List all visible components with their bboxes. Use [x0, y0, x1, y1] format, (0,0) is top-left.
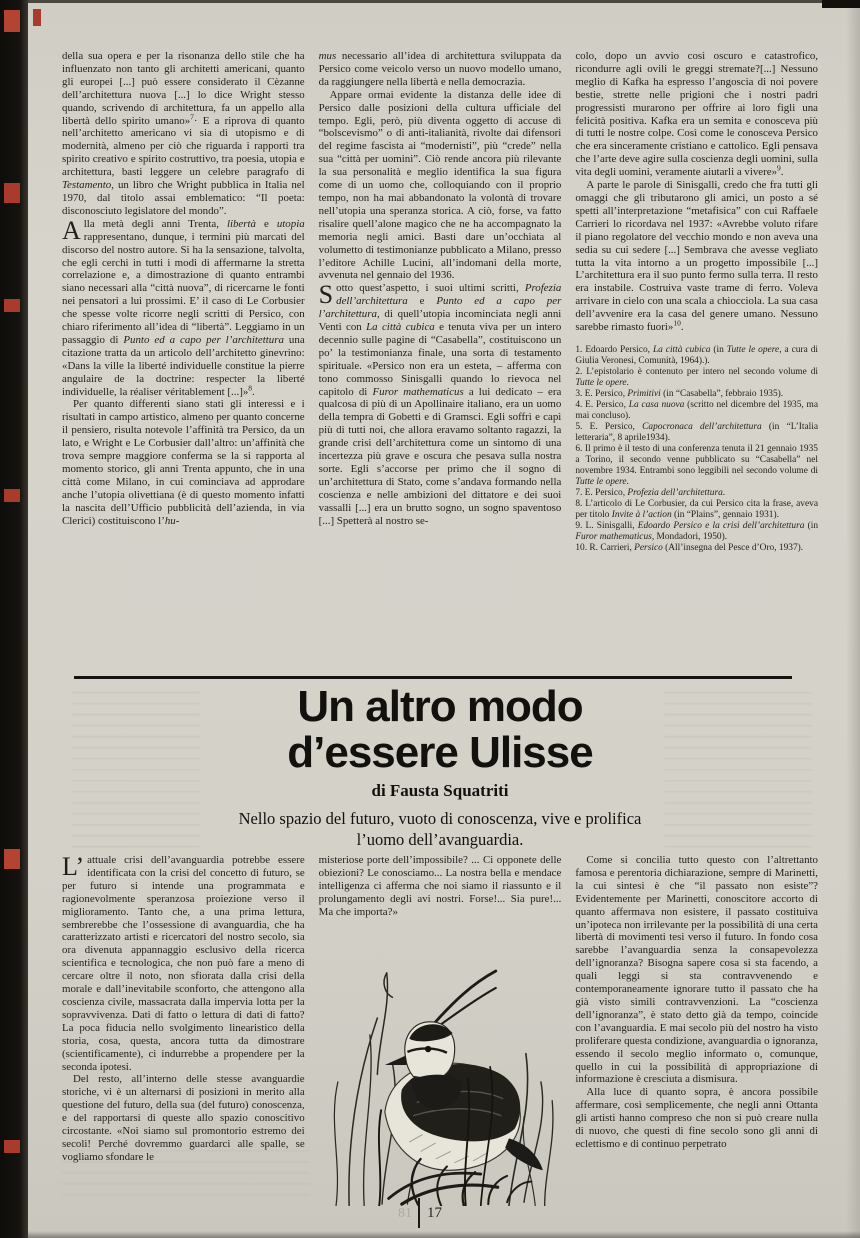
red-registration-mark: [4, 489, 20, 502]
lapwing-bird-drawing: [319, 924, 562, 1206]
footnote: 5. E. Persico, Capocronaca dell’architettura (in “L’Italia letteraria”, 8 aprile1934).: [575, 421, 818, 443]
article-paragraph: Alla metà degli anni Trenta, libertà e utopia rappresentano, dunque, i termini più marcati del discorso del nostro autore. Si ha la sensazione, talvolta, che egli cerchi in tutti i modi di affermarne la stretta correlazione e, a dimostrazione di quanto entrambi siano necessari alla “città nuova”, di ricercarne le fonti nei pensatori a lui prossimi. E’ il caso di Le Corbusier che spesse volte ricorre negli scritti di Persico, con chiaro riferimento all’idea di “libertà”. Leggiamo in un passaggio di Punto ed a capo per l’architettura una citazione tratta da un articolo dell’architetto ginevrino: «Dans la ville la liberté individuelle constitue la pierre angulaire de la doctrine: respecter la liberté individuelle, la réaliser véritablement [...]»$^8$.: [62, 215, 305, 398]
article-paragraph: mus necessario all’idea di architettura sviluppata da Persico come veicolo verso un nuovo modello umano, da raggiungere nella libertà e nella democrazia.: [318, 50, 562, 88]
red-registration-mark: [4, 299, 20, 312]
scan-bottom-edge: [28, 1231, 860, 1238]
section-divider-rule: [74, 676, 792, 679]
article-paragraph: A parte le parole di Sinisgalli, credo che fra tutti gli omaggi che gli tributarono gli amici, un posto a sé spetti all’interpretazione “metafisica” con cui Raffaele Carrieri lo ricordava nel 1937: «Avrebbe voluto rifare il piano regolatore del vecchio mondo e non aveva una sedia su cui sedere [...] Sembrava che avesse vegliato tutta la vita intorno a un progetto impossibile [...] L’architettura era il suo punto fermo sulla terra. Il resto era instabile. Costruiva vaste trame di ferro. Voleva arrivare in cielo con una scala a chiocciola. La sua casa dell’avvenire era la casa del genere umano. Nessuno sarebbe rimasto fuori»$^{10}$.: [575, 179, 818, 334]
article-paragraph: Per quanto differenti siano stati gli interessi e i risultati in campo artistico, almeno per quanto concerne il pensiero, risulta notevole l’affinità tra Persico, da un lato, e Wright e Le Corbusier dall’altro: un’affinità che trova sempre maggiore conferma se la si rapporta al momento storico, gli anni Trenta appunto, che in una città come Milano, in cui cominciava ad approdare anche l’utopia olivettiana (è di questo momento infatti la nascita dell’Ufficio pubblicità dell’azienda, in via Clerici) costituiscono l’hu-: [62, 398, 305, 527]
standfirst: [62, 808, 818, 850]
bleed-through-page-number: 81: [398, 1206, 412, 1221]
footnote: 8. L’articolo di Le Corbusier, da cui Persico cita la frase, aveva per titolo Invite à l’action (in “Plains”, gennaio 1931).: [575, 498, 818, 520]
article-paragraph: Come si concilia tutto questo con l’altrettanto famosa e perentoria dichiarazione, sempre di Marinetti, la cui sintesi è che “il passato non esiste”? Evidentemente per Marinetti, conoscitore accorto di quanto affermava non esistere, il passato costituiva un’ipoteca non irrilevante per la possibilità di una certa libertà di movimenti tesi verso il futuro. In fondo cosa sarebbe l’avanguardia senza la consapevolezza dell’ignoranza? Bisogna sapere cosa si sta facendo, a quali leggi si sta contravvenendo e contemporaneamente ignorare tutto il passato che ha già visto simili contravvenzioni. La “coscienza dell’ignoranza”, è stato detto già da tempo, coincide con l’avanguardia. E mai secolo più del nostro ha visto proliferare questa condizione, avanguardia o ignoranza, essendo il secolo meglio informato o, comunque, quello in cui la possibilità di appropriazione di informazione è cresciuta a dismisura.: [575, 854, 818, 1086]
drop-cap: L’: [62, 854, 85, 881]
article-paragraph: L’ attuale crisi dell’avanguardia potrebbe essere identificata con la crisi del concetto di futuro, se per futuro si intende una programmata e ragionevolmente speranzosa proiezione verso il miglioramento. Tanto che, a una prima lettura, sembrerebbe che l’ossessione di avanguardia, che ha caratterizzato artisti e ricercatori del nostro secolo, sia ora divenuta appannaggio esclusivo della ricerca scientifica e tecnologica, che non può fare a meno di cercare oltre il noto, non sfiorata dalla crisi della morale e dall’inevitabile sconforto, che attengono alla coscienza civile, massacrata dalla impervia lotta per la sopravvivenza. Dati di fatto o lettura di dati di fatto? La poca fiducia nello svolgimento linearistico della storia, cosa, questa, ancora tutta da dimostrare (scientificamente), ci indurrebbe a propendere per la seconda ipotesi.: [62, 854, 305, 1073]
footnote: 6. Il primo è il testo di una conferenza tenuta il 21 gennaio 1935 a Torino, il secondo venne pubblicato su “Casabella” nel novembre 1934. Entrambi sono leggibili nel secondo volume di Tutte le opere.: [575, 443, 818, 487]
standfirst-line2: l’uomo dell’avanguardia.: [356, 830, 524, 849]
red-registration-mark: [4, 183, 20, 203]
scan-right-edge: [846, 0, 860, 1238]
top-column-2: [319, 50, 562, 678]
bleed-through-text: [62, 1150, 310, 1196]
article-paragraph: Appare ormai evidente la distanza delle idee di Persico dalle posizioni della cultura ufficiale del tempo. Egli, però, più diventa oggetto di accuse di “bolscevismo” o di anti-italianità, rivolte dai difensori del regime fascista ai “modernisti”, più “crede” nella sua “città per uomini”. Ciò rende ancora più rilevante la sua personalità e meglio identifica la sua figura come di un uomo che, colloquiando con il proprio tempo, non ha mai abbandonato la volontà di trovare nell’utopia una speranza storica. A ciò, forse, va fatto risalire quell’alone magico che ne ha accompagnato la memoria negli amici. Basti dare un’occhiata al volumetto di testimonianze pubblicato a Milano, presso l’editore Achille Lucini, all’indomani della morte, avvenuta nel gennaio del 1936.: [318, 88, 562, 282]
article-paragraph: Del resto, all’interno delle stesse avanguardie storiche, vi è un alternarsi di posizioni in merito alla questione del futuro, della sua (del futuro) conoscenza, e del rapportarsi di queste allo spazio conoscitivo circostante. «Noi siamo sul promontorio estremo dei secoli! Perché dovremmo guardarci alle spalle, se vogliamo sfondare le: [62, 1073, 305, 1163]
bottom-column-3: [575, 854, 818, 1226]
page-number-rule: [418, 1198, 420, 1228]
red-registration-mark: [4, 1140, 20, 1153]
bottom-column-2: [319, 854, 562, 1226]
drop-cap: A: [62, 215, 81, 245]
article-paragraph: Sotto quest’aspetto, i suoi ultimi scritti, Profezia dell’architettura e Punto ed a capo per l’architettura, di quell’utopia incominciata negli anni Venti con La città cubica e tenuta viva per un intero decennio sulle pagine di “Casabella”, costituiscono un po’ la testimonianza finale, una sorta di testamento spirituale. «Persico non era un esteta, – afferma con tono commosso Sinisgalli quando lo rievoca nel capitolo di Furor mathematicus a lui dedicato – era qualcosa di più di un Apollinaire italiano, era un uomo della tempra di Gobetti e di Gramsci. Egli soffrì e capì più di tutti noi, che allora eravamo soltanto ragazzi, la grande crisi dell’architettura come un sintomo di una incertezza più grave e oscura che pesava sulla nostra sorte. Egli s’accorse per primo che il sogno di un’architettura di Stato, come s’andava formando nella coscienza e nelle ambizioni del dittatore e dei suoi vassalli [...] era un brutto sogno, un sogno spaventoso [...] Spetterà al nostro se-: [318, 280, 562, 527]
footnote: 1. Edoardo Persico, La città cubica (in Tutte le opere, a cura di Giulia Veronesi, Comunità, 1964).).: [575, 344, 818, 366]
footnote: 4. E. Persico, La casa nuova (scritto nel dicembre del 1935, ma mai concluso).: [575, 399, 818, 421]
footnote: 7. E. Persico, Profezia dell’architettura.: [575, 487, 726, 498]
byline: di Fausta Squatriti: [371, 781, 509, 800]
footnote: 9. L. Sinisgalli, Edoardo Persico e la crisi dell’architettura (in Furor mathematicus, Mondadori, 1950).: [575, 520, 818, 542]
scan-top-edge: [28, 0, 860, 3]
lapwing-bird-illustration: [319, 924, 562, 1210]
top-column-1: [62, 50, 305, 678]
article-title-line1: Un altro modo: [297, 682, 583, 731]
top-column-3: [575, 50, 818, 678]
page-footer: [0, 1196, 860, 1230]
article-paragraph: misteriose porte dell’impossibile? ... Ci opponete delle obiezioni? Le conosciamo... La nostra bella e mendace intelligenza ci afferma che noi siamo il riassunto e il prolungamento degli avi nostri. Forse!... Sia pure!... Ma che importa?»: [318, 854, 562, 918]
drop-cap: S: [318, 280, 334, 310]
page-number: 17: [427, 1204, 442, 1221]
footnotes: [575, 345, 818, 554]
footnote: 3. E. Persico, Primitivi (in “Casabella”, febbraio 1935).: [575, 388, 784, 399]
top-article-columns: [62, 50, 818, 678]
footnote: 2. L’epistolario è contenuto per intero nel secondo volume di Tutte le opere.: [575, 366, 818, 388]
article-paragraph: colo, dopo un avvio così oscuro e catastrofico, ricondurre agli ovili le greggi stremate?[...] Nessuno meglio di Kafka ha espresso l’angoscia di noi povere bestie, strette nelle prigioni che i nostri padri progressisti murarono per offrire ai loro figli una felicità positiva. Kafka era un semita e conosceva più di tutti le nostre colpe. Così come le conosceva Persico che era sinceramente cristiano e cattolico. Egli pensava che l’arte deve agire sulla coscienza degli uomini, sulla vita degli uomini, veramente aiutarli a vivere»$^9$.: [575, 50, 818, 179]
scan-corner-mark: [822, 0, 860, 8]
footnote: 10. R. Carrieri, Persico (All’insegna del Pesce d’Oro, 1937).: [575, 542, 804, 553]
article-header: [62, 684, 818, 850]
red-registration-mark: [4, 849, 20, 869]
standfirst-line1: Nello spazio del futuro, vuoto di conoscenza, vive e prolifica: [238, 809, 642, 828]
article-title: [62, 684, 818, 776]
red-registration-mark: [33, 9, 41, 26]
article-title-line2: d’essere Ulisse: [287, 728, 593, 777]
red-registration-mark: [4, 10, 20, 32]
article-paragraph: Alla luce di quanto sopra, è ancora possibile affermare, così semplicemente, che negli anni Ottanta gli artisti hanno compreso che non si può creare nulla di nuovo, che questi di fine secolo sono gli anni di eclettismo e di continuo perpetrato: [575, 1086, 818, 1150]
article-paragraph: della sua opera e per la risonanza dello stile che ha influenzato non tanto gli architetti americani, quanto gli europei [...] può essere considerato il Cèzanne dell’architettura nuova [...] lo dice Wright stesso quando, scrivendo di architettura, fa un appello alla libertà dello spirito umano»$^7$· E a riprova di quanto nell’architetto americano vi sia di utopismo e di modernità, almeno per ciò che riguarda i rapporti tra spirito creativo e spirito costruttivo, tra poesia, utopia e architettura, basti leggere un celebre paragrafo di Testamento, un libro che Wright pubblica in Italia nel 1970, dal titolo assai emblematico: “Il poeta: disconosciuto legislatore del mondo”.: [62, 50, 305, 217]
